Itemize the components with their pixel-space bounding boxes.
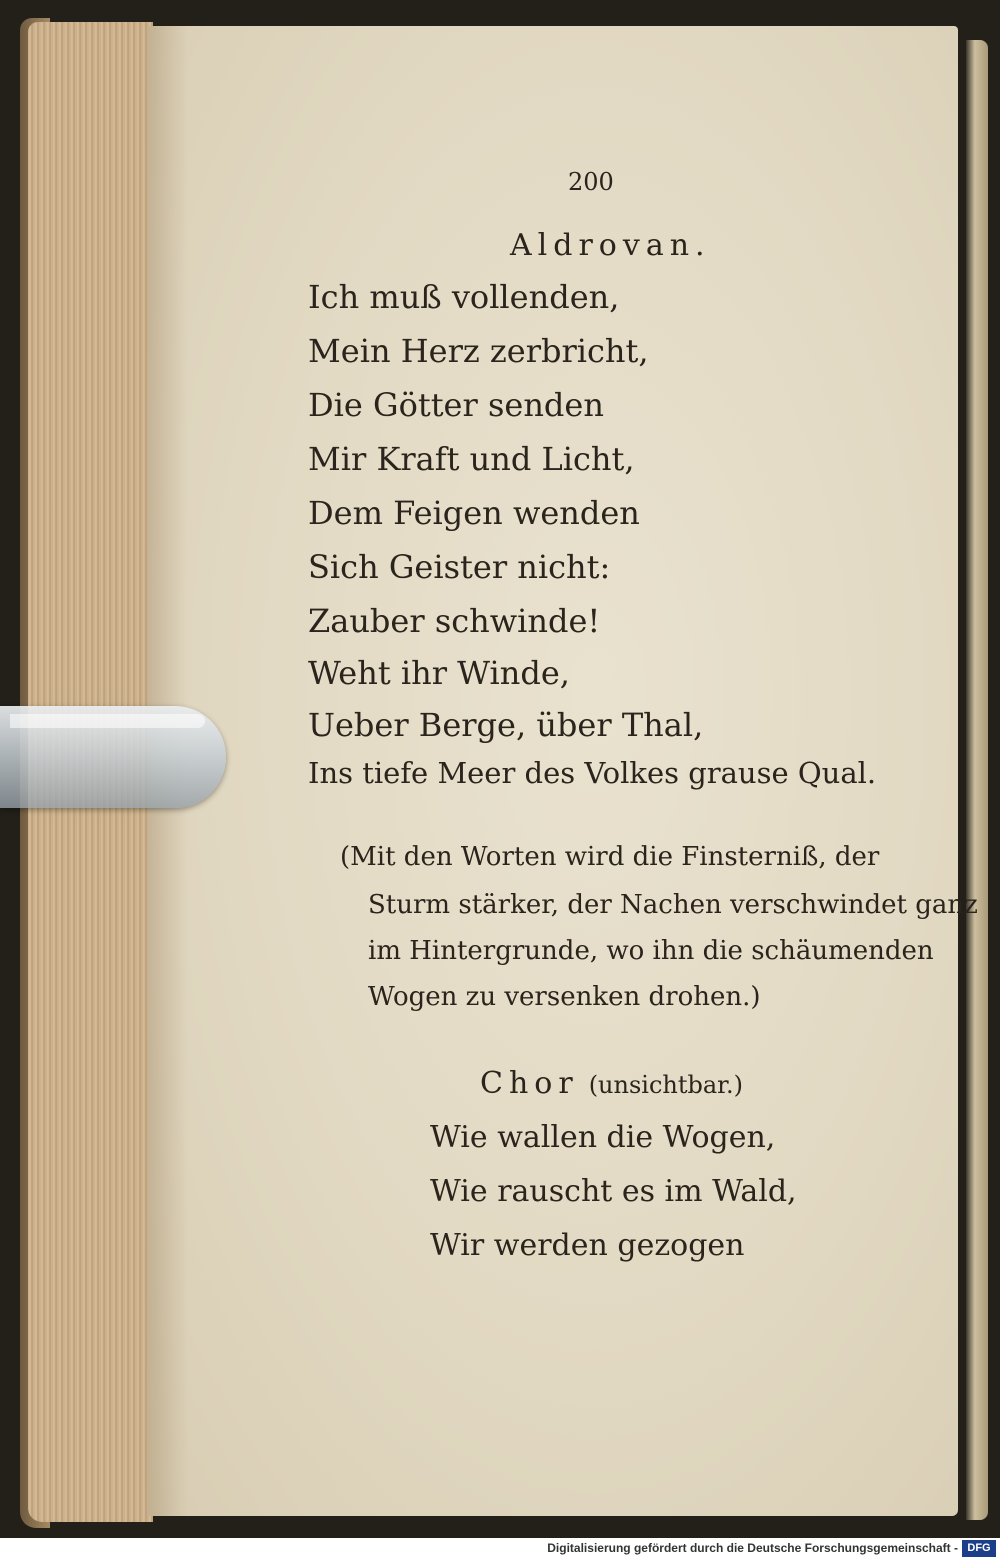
- chorus-label: Chor: [480, 1066, 579, 1101]
- verse-line: Ich muß vollenden,: [308, 278, 620, 316]
- chorus-verse-line: Wir werden gezogen: [430, 1228, 745, 1263]
- dfg-logo-icon: DFG: [962, 1540, 996, 1557]
- verse-line: Ueber Berge, über Thal,: [308, 706, 704, 744]
- facing-page-edge: [966, 40, 988, 1520]
- verse-line: Ins tiefe Meer des Volkes grause Qual.: [308, 756, 877, 790]
- stage-direction-line: Sturm stärker, der Nachen verschwindet ganz: [368, 890, 978, 920]
- page-number: 200: [568, 168, 614, 196]
- footer-credit: Digitalisierung gefördert durch die Deutsche Forschungsgemeinschaft -: [547, 1541, 958, 1555]
- footer-bar: [0, 1538, 1000, 1560]
- chorus-heading: [480, 1066, 743, 1101]
- stage-direction-line: im Hintergrunde, wo ihn die schäumenden: [368, 936, 934, 966]
- glass-clip-highlight: [10, 714, 205, 728]
- verse-line: Mein Herz zerbricht,: [308, 332, 649, 370]
- verse-line: Dem Feigen wenden: [308, 494, 640, 532]
- verse-line: Mir Kraft und Licht,: [308, 440, 635, 478]
- chorus-note: (unsichtbar.): [588, 1071, 743, 1099]
- verse-line: Die Götter senden: [308, 386, 604, 424]
- chorus-verse-line: Wie wallen die Wogen,: [430, 1120, 776, 1155]
- verse-line: Sich Geister nicht:: [308, 548, 611, 586]
- verse-line: Weht ihr Winde,: [308, 654, 570, 692]
- verse-line: Zauber schwinde!: [308, 602, 601, 640]
- chorus-verse-line: Wie rauscht es im Wald,: [430, 1174, 797, 1209]
- stage-direction-line: Wogen zu versenken drohen.): [368, 982, 761, 1012]
- speaker-name: Aldrovan.: [510, 228, 711, 263]
- stage-direction-line: (Mit den Worten wird die Finsterniß, der: [340, 842, 880, 872]
